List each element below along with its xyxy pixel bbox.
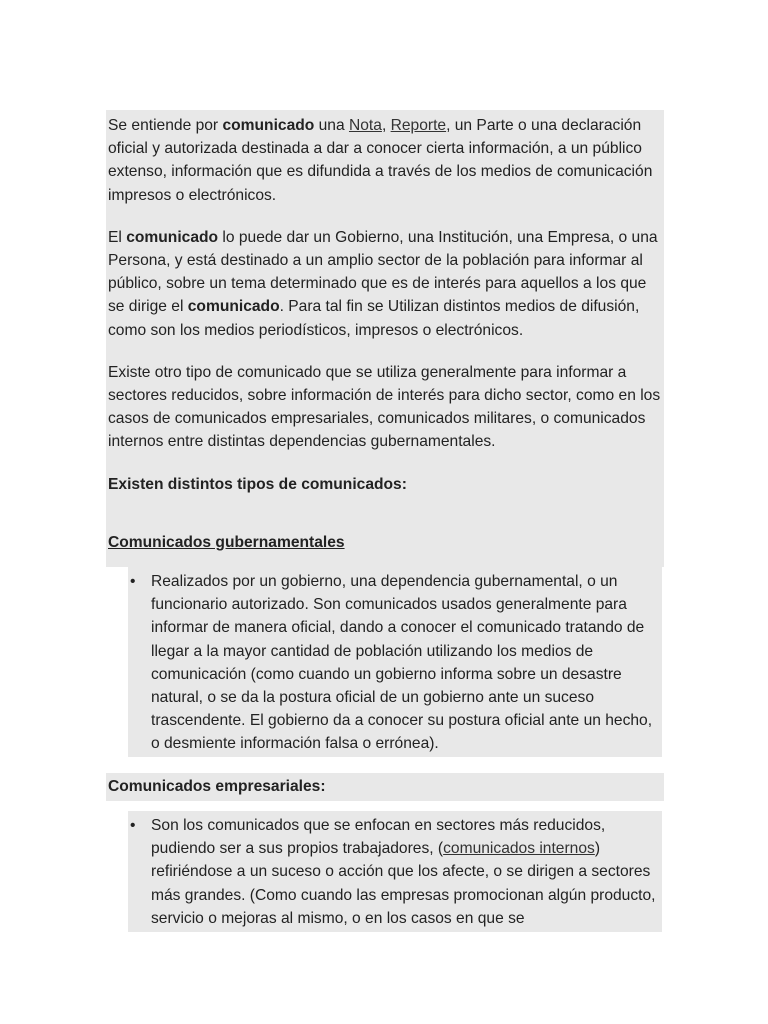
gov-heading-block xyxy=(106,531,664,567)
gov-item-text: Realizados por un gobierno, una dependencia gubernamental, o un funcionario autorizado. Son comunicados usados generalmente para informar de manera oficial, dando a conocer el comunicado tratando de llegar a la mayor cantidad de población utilizando los medios de comunicación (como cuando un gobierno informa sobre un desastre natural, o se da la postura oficial de un gobierno ante un suceso trascendente. El gobierno da a conocer su postura oficial ante un hecho, o desmiente información falsa o errónea). xyxy=(151,573,653,753)
bold-term: comunicado xyxy=(126,228,219,246)
bold-term: comunicado xyxy=(222,117,315,134)
bullet-icon: • xyxy=(130,573,136,590)
paragraph-1: Se entiende por comunicado una Nota, Reporte, un Parte o una declaración oficial y autorizada destinada a dar a conocer cierta información, a un público extenso, información que es difundida a través de los medios de comunicación impresos o electrónicos. xyxy=(108,117,653,204)
gov-list xyxy=(128,567,662,757)
list-item xyxy=(128,570,662,756)
business-heading: Comunicados empresariales: xyxy=(108,778,326,795)
types-heading: Existen distintos tipos de comunicados: xyxy=(108,475,407,493)
link-reporte[interactable]: Reporte xyxy=(390,117,447,134)
bold-term: comunicado xyxy=(187,298,280,316)
business-list xyxy=(128,811,662,932)
link-comunicados-internos[interactable]: comunicados internos xyxy=(443,840,595,858)
business-heading-block xyxy=(106,773,664,801)
paragraph-3: Existe otro tipo de comunicado que se utiliza generalmente para informar a sectores reducidos, sobre información de interés para dicho sector, como en los casos de comunicados empresariales, comunicados militares, o comunicados internos entre distintas dependencias gubernamentales. xyxy=(108,363,661,451)
paragraph-2: El comunicado lo puede dar un Gobierno, una Institución, una Empresa, o una Persona, y está destinado a un amplio sector de la población para informar al público, sobre un tema determinado que es de interés para aquellos a los que se dirige el comunicado. Para tal fin se Utilizan distintos medios de difusión, como son los medios periodísticos, impresos o electrónicos. xyxy=(108,228,658,339)
bullet-icon: • xyxy=(130,817,136,834)
list-item: • Son los comunicados que se enfocan en sectores más reducidos, pudiendo ser a sus propios trabajadores, (comunicados internos) refiriéndose a un suceso o acción que los afecte, o se dirigen a sectores más grandes. (Como cuando las empresas promocionan algún producto, servicio o mejoras al mismo, o en los casos en que se xyxy=(128,814,662,930)
intro-block xyxy=(106,110,664,538)
link-nota[interactable]: Nota xyxy=(348,117,382,134)
gov-heading: Comunicados gubernamentales xyxy=(108,534,345,551)
